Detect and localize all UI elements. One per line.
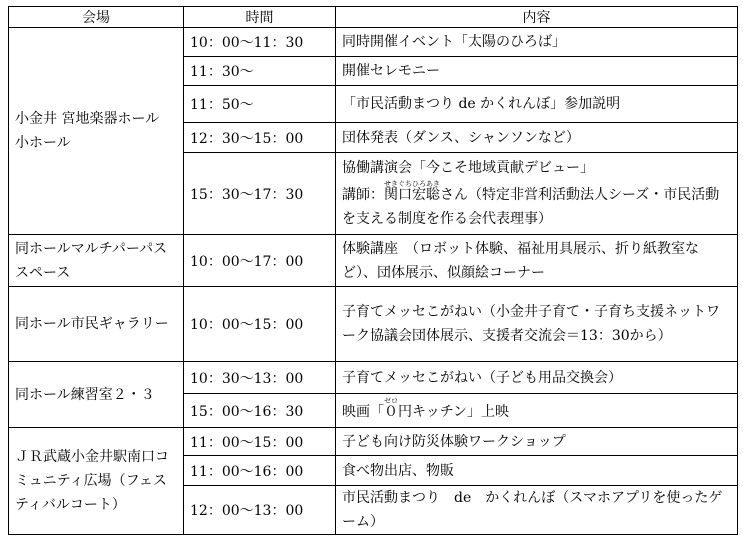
time-cell: 12：30〜15：00 [184, 123, 336, 153]
header-row [9, 7, 738, 28]
content-cell: 開催セレモニー [336, 57, 738, 86]
header-time: 時間 [184, 7, 336, 28]
time-cell: 11：00〜16：00 [184, 456, 336, 486]
content-cell: 市民活動まつり de かくれんぼ（スマホアプリを使ったゲーム） [336, 486, 738, 535]
time-cell: 10：30〜13：00 [184, 362, 336, 394]
time-cell: 15：00〜16：30 [184, 394, 336, 428]
time-cell: 11：00〜15：00 [184, 428, 336, 456]
time-cell: 11：30〜 [184, 57, 336, 86]
content-cell [336, 153, 738, 235]
header-content: 内容 [336, 7, 738, 28]
time-cell: 10：00〜15：00 [184, 287, 336, 362]
content-cell: 体験講座 （ロボット体験、福祉用具展示、折り紙教室など）、団体展示、似顔絵コーナー [336, 235, 738, 287]
table-row [9, 362, 738, 394]
header-venue: 会場 [9, 7, 184, 28]
film-zero: ０ゼロ [384, 397, 398, 420]
table-row [9, 428, 738, 456]
time-cell: 10：00〜17：00 [184, 235, 336, 287]
content-cell [336, 394, 738, 428]
venue-cell: 同ホールマルチパーパススペース [9, 235, 184, 287]
content-cell: 「市民活動まつり de かくれんぼ」参加説明 [336, 86, 738, 123]
time-cell: 12：00〜13：00 [184, 486, 336, 535]
venue-cell: 小金井 宮地楽器ホール 小ホール [9, 28, 184, 235]
film-prefix: 映画「 [342, 404, 384, 420]
content-cell: 同時開催イベント「太陽のひろば」 [336, 28, 738, 57]
time-cell: 11：50〜 [184, 86, 336, 123]
lecturer-detail: さん（特定非営利活動法人シーズ・市民活動を支える制度を作る会代表理事） [342, 187, 720, 227]
table-row [9, 287, 738, 362]
schedule-table [8, 6, 738, 535]
venue-cell: 同ホール練習室２・３ [9, 362, 184, 428]
time-cell: 10：00〜11：30 [184, 28, 336, 57]
content-cell: 子ども向け防災体験ワークショップ [336, 428, 738, 456]
table-row [9, 235, 738, 287]
lecturer-name: 関口宏聡せきぐちひろあき [384, 180, 440, 203]
venue-cell: 同ホール市民ギャラリー [9, 287, 184, 362]
content-cell: 子育てメッセこがねい（小金井子育て・子育ち支援ネットワーク協議会団体展示、支援者交流会＝13：30から） [336, 287, 738, 362]
content-cell: 食べ物出店、物販 [336, 456, 738, 486]
content-cell: 団体発表（ダンス、シャンソンなど） [336, 123, 738, 153]
lecture-title: 協働講演会「今こそ地域貢献デビュー」 [342, 160, 594, 176]
content-cell: 子育てメッセこがねい（子ども用品交換会） [336, 362, 738, 394]
lecturer-label: 講師： [342, 187, 384, 203]
film-rest: 円キッチン」上映 [398, 404, 510, 420]
table-row [9, 28, 738, 57]
venue-cell: ＪＲ武蔵小金井駅南口コミュニティ広場（フェスティバルコート） [9, 428, 184, 535]
time-cell: 15：30〜17：30 [184, 153, 336, 235]
